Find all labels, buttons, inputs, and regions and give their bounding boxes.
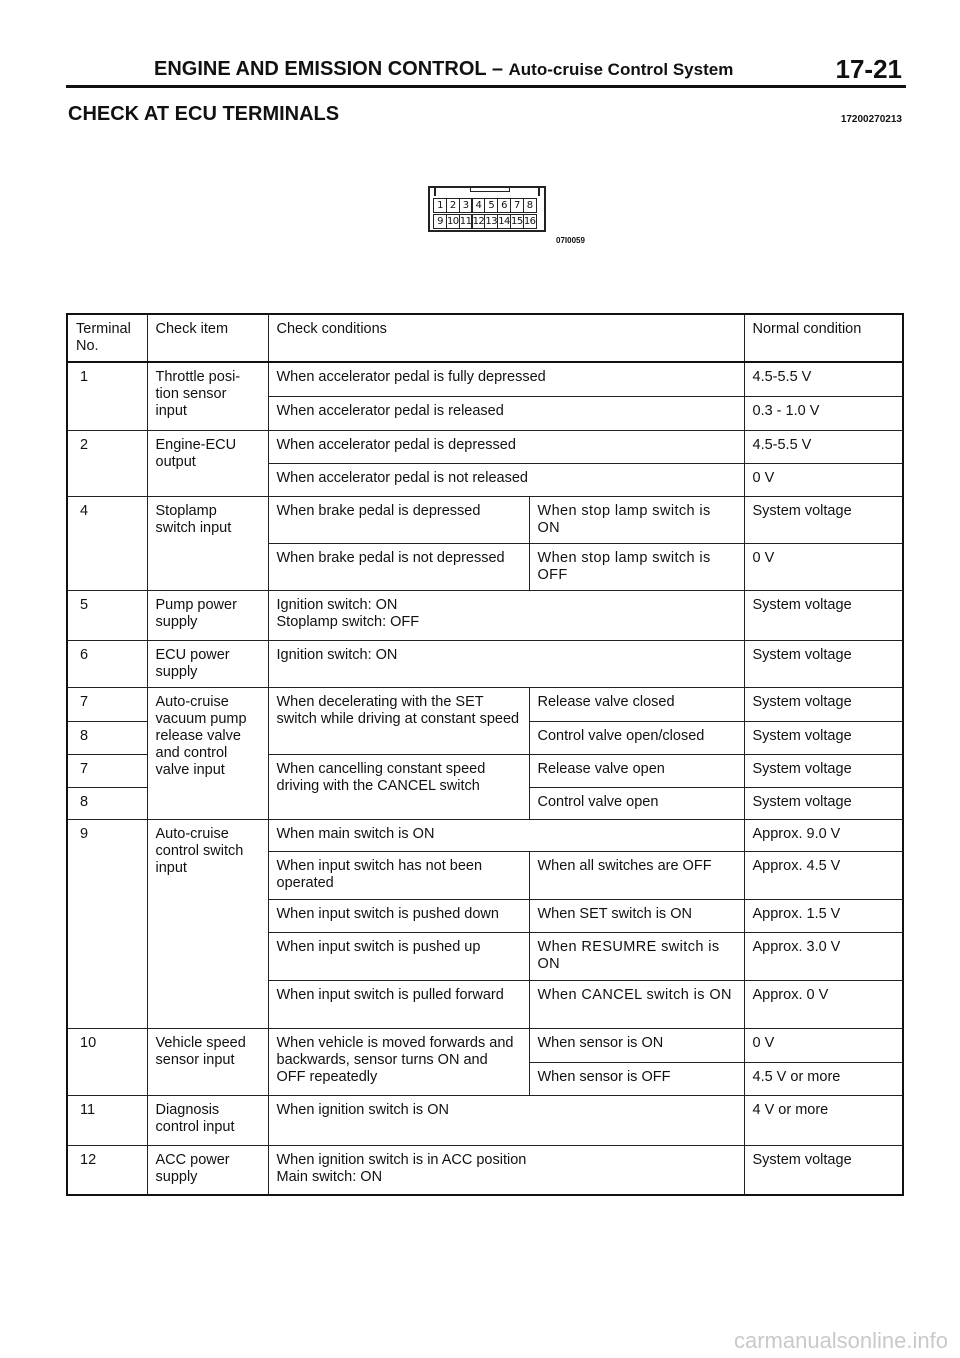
check-condition: Ignition switch: ON [268, 640, 744, 687]
connector-pin: 14 [498, 216, 510, 227]
connector-pin: 4 [471, 198, 485, 213]
section-title: CHECK AT ECU TERMINALS [68, 103, 340, 125]
check-item: Engine-ECU output [147, 430, 268, 496]
terminal-number: 11 [67, 1095, 147, 1145]
connector-pin: 15 [511, 216, 523, 227]
switch-state: When CANCEL switch is ON [529, 980, 744, 1028]
switch-state: When SET switch is ON [529, 899, 744, 932]
normal-condition: 0 V [744, 1028, 903, 1062]
header-title [154, 58, 733, 81]
normal-condition: System voltage [744, 496, 903, 543]
check-item: Vehicle speed sensor input [147, 1028, 268, 1095]
table-row [67, 496, 903, 543]
check-condition: When input switch is pulled forward [268, 980, 529, 1028]
terminal-number: 12 [67, 1145, 147, 1195]
normal-condition: System voltage [744, 687, 903, 721]
table-row [67, 1028, 903, 1062]
table-header-row [67, 314, 903, 362]
check-condition [268, 590, 744, 640]
connector-latch [470, 186, 510, 192]
terminal-number: 2 [67, 430, 147, 496]
header-check-conditions: Check conditions [268, 314, 744, 362]
connector-pin: 3 [459, 198, 473, 213]
connector-code: 07I0059 [556, 236, 585, 245]
connector-pin-row-top [433, 198, 536, 213]
connector-pin: 8 [523, 198, 537, 213]
connector-pin: 13 [485, 216, 498, 227]
condition-line: Stoplamp switch: OFF [276, 613, 420, 630]
check-condition: When cancelling constant speed driving with the CANCEL switch [268, 754, 529, 819]
normal-condition: Approx. 9.0 V [744, 819, 903, 851]
check-item: ECU power supply [147, 640, 268, 687]
header-subtitle: Auto-cruise Control System [508, 60, 734, 79]
normal-condition: System voltage [744, 640, 903, 687]
page-number: 17-21 [835, 54, 902, 84]
connector-pin: 9 [433, 214, 447, 229]
check-condition [268, 1145, 744, 1195]
connector-pin-row-bottom [433, 214, 536, 229]
terminal-number: 7 [67, 754, 147, 787]
normal-condition: Approx. 3.0 V [744, 932, 903, 980]
watermark: carmanualsonline.info [733, 1328, 948, 1353]
header-terminal-no: Terminal No. [67, 314, 147, 362]
check-item: Diagnosis control input [147, 1095, 268, 1145]
switch-state: When stop lamp switch is ON [529, 496, 744, 543]
normal-condition: Approx. 0 V [744, 980, 903, 1028]
connector-pin: 1 [433, 198, 447, 213]
table-row [67, 430, 903, 463]
check-condition: When vehicle is moved forwards and backwards, sensor turns ON and OFF repeatedly [268, 1028, 529, 1095]
table-row [67, 362, 903, 396]
check-condition: When brake pedal is depressed [268, 496, 529, 543]
valve-state: Release valve open [529, 754, 744, 787]
valve-state: Release valve closed [529, 687, 744, 721]
check-condition: When main switch is ON [268, 819, 744, 851]
normal-condition: Approx. 4.5 V [744, 851, 903, 899]
check-item: Auto-cruise control switch input [147, 819, 268, 1028]
check-item: ACC power supply [147, 1145, 268, 1195]
connector-pin: 6 [497, 198, 511, 213]
page-header [66, 54, 906, 88]
header-separator: – [491, 58, 503, 80]
section-code: 17200270213 [840, 114, 902, 125]
table-row [67, 590, 903, 640]
table-row [67, 640, 903, 687]
normal-condition: 0 V [744, 463, 903, 496]
check-condition: When ignition switch is ON [268, 1095, 744, 1145]
table-row [67, 1145, 903, 1195]
ecu-connector-diagram [428, 186, 546, 232]
check-condition: When brake pedal is not depressed [268, 543, 529, 590]
table-row [67, 819, 903, 851]
normal-condition: Approx. 1.5 V [744, 899, 903, 932]
normal-condition: System voltage [744, 787, 903, 819]
check-condition: When decelerating with the SET switch while driving at constant speed [268, 687, 529, 754]
connector-pin: 12 [472, 216, 485, 227]
condition-line: Ignition switch: ON [276, 596, 398, 613]
normal-condition: System voltage [744, 721, 903, 754]
normal-condition: 4.5 V or more [744, 1062, 903, 1095]
normal-condition: 0 V [744, 543, 903, 590]
terminal-number: 10 [67, 1028, 147, 1095]
normal-condition: System voltage [744, 754, 903, 787]
check-item: Stoplamp switch input [147, 496, 268, 590]
valve-state: Control valve open [529, 787, 744, 819]
check-condition: When accelerator pedal is released [268, 396, 744, 430]
header-normal-condition: Normal condition [744, 314, 903, 362]
check-condition: When accelerator pedal is fully depressed [268, 362, 744, 396]
terminal-number: 7 [67, 687, 147, 721]
check-condition: When input switch is pushed down [268, 899, 529, 932]
connector-pin: 11 [459, 216, 472, 227]
header-check-item: Check item [147, 314, 268, 362]
terminal-number: 9 [67, 819, 147, 1028]
sensor-state: When sensor is ON [529, 1028, 744, 1062]
connector-pin: 16 [523, 216, 536, 227]
check-condition: When accelerator pedal is depressed [268, 430, 744, 463]
connector-pin: 10 [446, 216, 459, 227]
connector-pin: 7 [510, 198, 524, 213]
connector-ear-left [434, 186, 436, 196]
check-item: Throttle posi- tion sensor input [147, 362, 268, 430]
terminal-number: 5 [67, 590, 147, 640]
connector-pin: 2 [446, 198, 460, 213]
check-condition: When input switch is pushed up [268, 932, 529, 980]
normal-condition: System voltage [744, 590, 903, 640]
switch-state: When all switches are OFF [529, 851, 744, 899]
condition-line: When ignition switch is in ACC position [276, 1151, 527, 1168]
connector-ear-right [538, 186, 540, 196]
terminal-number: 8 [67, 787, 147, 819]
table-row [67, 1095, 903, 1145]
normal-condition: System voltage [744, 1145, 903, 1195]
terminal-number: 6 [67, 640, 147, 687]
valve-state: Control valve open/closed [529, 721, 744, 754]
normal-condition: 4 V or more [744, 1095, 903, 1145]
normal-condition: 4.5-5.5 V [744, 362, 903, 396]
terminal-check-table [66, 313, 904, 1196]
normal-condition: 0.3 - 1.0 V [744, 396, 903, 430]
terminal-number: 1 [67, 362, 147, 430]
header-main-title: ENGINE AND EMISSION CONTROL [154, 58, 487, 80]
check-condition: When accelerator pedal is not released [268, 463, 744, 496]
check-item: Pump power supply [147, 590, 268, 640]
connector-pin: 5 [484, 198, 498, 213]
table-row [67, 687, 903, 721]
check-condition: When input switch has not been operated [268, 851, 529, 899]
switch-state: When RESUMRE switch is ON [529, 932, 744, 980]
check-item: Auto-cruise vacuum pump release valve and control valve input [147, 687, 268, 819]
sensor-state: When sensor is OFF [529, 1062, 744, 1095]
terminal-number: 4 [67, 496, 147, 590]
terminal-number: 8 [67, 721, 147, 754]
condition-line: Main switch: ON [276, 1168, 383, 1185]
switch-state: When stop lamp switch is OFF [529, 543, 744, 590]
normal-condition: 4.5-5.5 V [744, 430, 903, 463]
